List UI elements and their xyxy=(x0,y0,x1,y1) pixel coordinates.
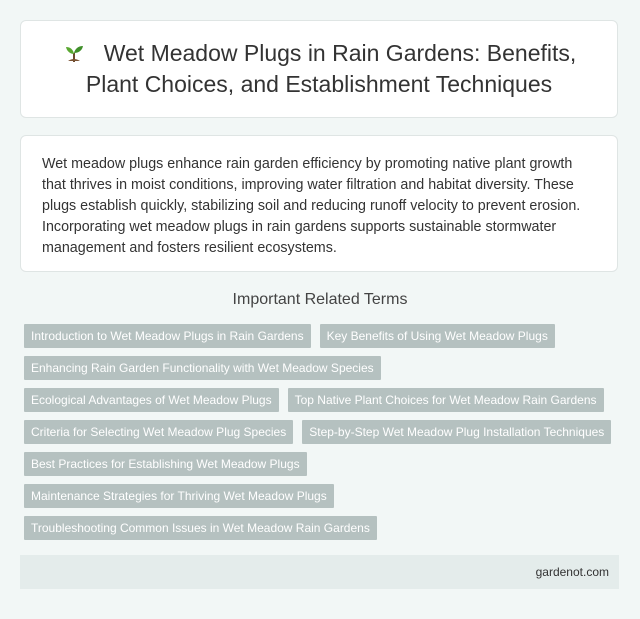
related-terms-heading: Important Related Terms xyxy=(232,291,408,308)
related-term-tag[interactable]: Key Benefits of Using Wet Meadow Plugs xyxy=(320,324,555,348)
page-title-text: Wet Meadow Plugs in Rain Gardens: Benefits, Plant Choices, and Establishment Techniques xyxy=(85,40,577,97)
related-term-tag[interactable]: Top Native Plant Choices for Wet Meadow Rain Gardens xyxy=(288,388,604,412)
footer xyxy=(20,555,619,589)
related-terms-list xyxy=(24,324,624,540)
title-card xyxy=(20,20,618,118)
related-term-tag[interactable]: Ecological Advantages of Wet Meadow Plugs xyxy=(24,388,279,412)
related-term-tag[interactable]: Criteria for Selecting Wet Meadow Plug Species xyxy=(24,420,293,444)
related-term-tag[interactable]: Step-by-Step Wet Meadow Plug Installation Techniques xyxy=(302,420,611,444)
intro-card xyxy=(20,135,618,272)
related-term-tag[interactable]: Troubleshooting Common Issues in Wet Meadow Rain Gardens xyxy=(24,516,377,540)
footer-site-link[interactable]: gardenot.com xyxy=(535,565,609,579)
related-term-tag[interactable]: Best Practices for Establishing Wet Meadow Plugs xyxy=(24,452,307,476)
related-term-tag[interactable]: Introduction to Wet Meadow Plugs in Rain Gardens xyxy=(24,324,311,348)
related-term-tag[interactable]: Enhancing Rain Garden Functionality with Wet Meadow Species xyxy=(24,356,381,380)
intro-paragraph: Wet meadow plugs enhance rain garden efficiency by promoting native plant growth that thrives in moist conditions, improving water filtration and habitat diversity. These plugs establish quickly, stabilizing soil and reducing runoff velocity to prevent erosion. Incorporating wet meadow plugs in rain gardens supports sustainable stormwater management and fosters resilient ecosystems. xyxy=(42,156,581,256)
related-term-tag[interactable]: Maintenance Strategies for Thriving Wet Meadow Plugs xyxy=(24,484,334,508)
sprout-icon xyxy=(62,41,86,65)
page-title xyxy=(45,38,593,100)
